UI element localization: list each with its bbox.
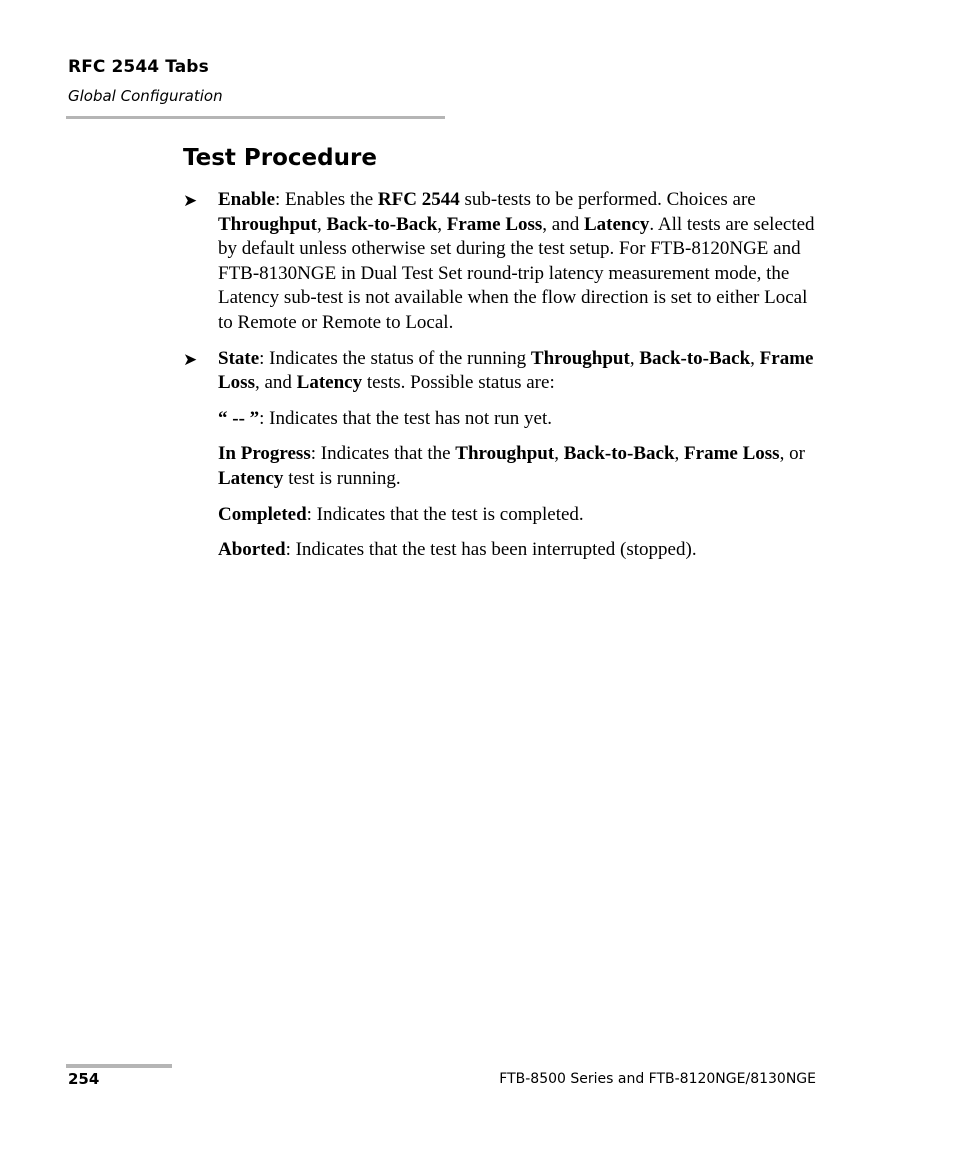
- page-number: 254: [68, 1070, 100, 1088]
- text: ,: [674, 443, 685, 465]
- status-term: Aborted: [218, 539, 286, 561]
- text: , or: [779, 443, 805, 465]
- bold-term: Latency: [296, 372, 363, 394]
- bullet-arrow-icon: ➤: [183, 349, 198, 369]
- bold-term: Frame Loss: [218, 347, 814, 394]
- bullet-state: [183, 347, 823, 396]
- text: , and: [542, 213, 584, 235]
- footer-product-name: FTB-8500 Series and FTB-8120NGE/8130NGE: [499, 1071, 816, 1087]
- text: ,: [316, 213, 327, 235]
- text: . All tests are selected by default unless otherwise set during the test setup. For FTB-8120NGE and FTB-8130NGE in Dual Test Set round-trip latency measurement mode, the Latency sub-test is not available when the flow direction is set to either Local to Remote or Remote to Local.: [218, 213, 815, 333]
- text: tests. Possible status are:: [362, 372, 555, 394]
- status-in-progress: [218, 442, 823, 491]
- bold-term: Back-to-Back: [563, 443, 675, 465]
- section-title: Test Procedure: [183, 145, 377, 171]
- text: : Indicates that the: [310, 443, 456, 465]
- text: : Indicates the status of the running: [259, 347, 531, 369]
- body-content: [183, 188, 823, 574]
- text: : Indicates that the test has not run yet.: [259, 407, 552, 429]
- bold-term: Latency: [218, 467, 284, 489]
- bold-term: Frame Loss: [684, 443, 780, 465]
- text: sub-tests to be performed. Choices are: [459, 189, 756, 210]
- bold-term: Throughput: [455, 443, 555, 465]
- bold-term: RFC 2544: [377, 189, 460, 210]
- footer-divider: [66, 1064, 172, 1068]
- running-header-subtitle: Global Configuration: [68, 87, 223, 105]
- text: test is running.: [283, 467, 401, 489]
- text: : Indicates that the test is completed.: [306, 503, 584, 525]
- term-enable: Enable: [218, 189, 276, 210]
- term-state: State: [218, 347, 260, 369]
- text: ,: [437, 213, 447, 235]
- status-aborted: [218, 538, 823, 563]
- running-header-title: RFC 2544 Tabs: [68, 57, 209, 77]
- bold-term: Frame Loss: [446, 213, 543, 235]
- status-completed: [218, 503, 823, 528]
- text: : Enables the: [275, 189, 378, 210]
- text: ,: [750, 347, 760, 369]
- text: ,: [554, 443, 564, 465]
- bullet-enable: [183, 188, 823, 336]
- bold-term: Latency: [583, 213, 650, 235]
- bold-term: Back-to-Back: [639, 347, 751, 369]
- bullet-arrow-icon: ➤: [183, 191, 198, 210]
- bold-term: Back-to-Back: [326, 213, 438, 235]
- bold-term: Throughput: [530, 347, 630, 369]
- status-not-run: [218, 407, 823, 432]
- text: ,: [629, 347, 640, 369]
- bold-term: Throughput: [218, 213, 317, 235]
- header-divider: [66, 116, 445, 119]
- status-term: Completed: [218, 503, 307, 525]
- status-term: “ -- ”: [218, 407, 260, 429]
- text: , and: [254, 372, 297, 394]
- status-term: In Progress: [218, 443, 311, 465]
- text: : Indicates that the test has been interrupted (stopped).: [285, 539, 697, 561]
